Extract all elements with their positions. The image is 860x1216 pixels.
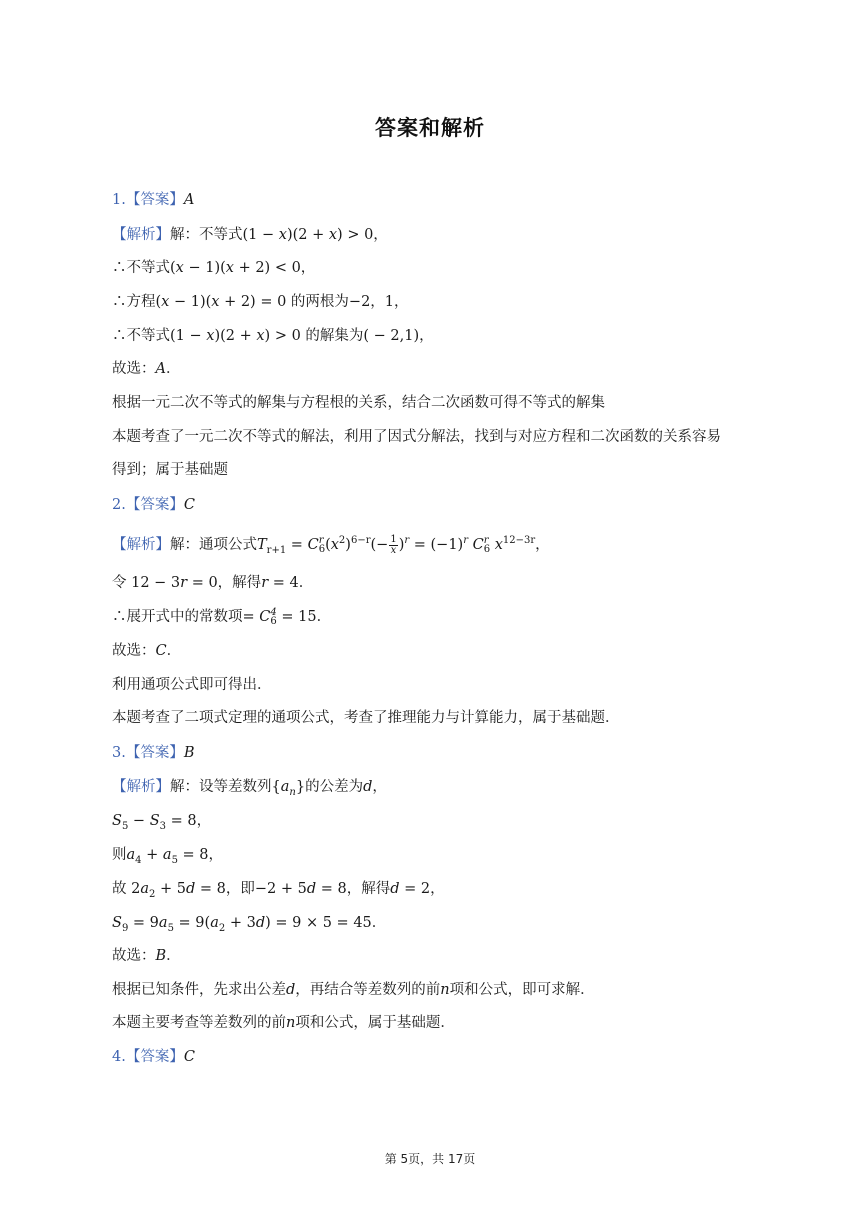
q3-line-3: 故 $2a_2 + 5d = 8$，即−2 + 5d = 8，解得d = 2，	[112, 881, 445, 900]
q4-answer-line	[112, 1047, 762, 1069]
q1-answer-tag: 【答案】	[125, 192, 184, 208]
q1-line-3: ∴不等式(1 − x)(2 + x) > 0 的解集为( − 2,1)，	[112, 328, 434, 344]
q3-line-5: 故选：B．	[112, 948, 181, 964]
q1-answer-line	[112, 190, 762, 212]
q2-line-1: 令 12 − 3r = 0，解得r = 4．	[112, 575, 314, 591]
q2-analysis-tag: 【解析】	[112, 537, 170, 553]
q4-number: 4.	[112, 1049, 126, 1065]
q2-answer: C	[183, 497, 195, 513]
q2-answer-tag: 【答案】	[125, 497, 184, 513]
q2-analysis-line	[112, 532, 762, 562]
q1-analysis-tag: 【解析】	[112, 227, 170, 243]
q3-line-4: $S_9 = 9a_5 = 9(a_2 + 3d) = 9 \times 5 = 45$．	[112, 915, 387, 934]
q1-line-2: ∴方程(x − 1)(x + 2) = 0 的两根为−2，1，	[112, 294, 409, 310]
q3-line-2: 则$a_4 + a_5 = 8$，	[112, 847, 224, 866]
q2-line-2: ∴展开式中的常数项= C 4 6 = 15．	[112, 607, 332, 627]
q2-line-0: 解：通项公式$T_{r+1} = C$ r 6 $(x^2)^{6-r}(-$ $\frac{1}{x}$ )$^r = (-1)^r$ C r 6 $x^{12-3r}$，	[170, 533, 550, 556]
q4-answer-tag: 【答案】	[125, 1049, 184, 1065]
q2-line-5: 本题考查了二项式定理的通项公式，考查了推理能力与计算能力，属于基础题．	[112, 710, 620, 726]
q1-line-5: 根据一元二次不等式的解集与方程根的关系，结合二次函数可得不等式的解集	[112, 395, 605, 411]
q3-line-7: 本题主要考查等差数列的前n项和公式，属于基础题．	[112, 1015, 455, 1031]
q1-analysis-line	[112, 225, 762, 247]
q1-line-0: 解：不等式(1 − x)(2 + x) > 0，	[170, 227, 388, 243]
q3-answer: B	[183, 745, 195, 761]
q3-line-6: 根据已知条件，先求出公差d，再结合等差数列的前n项和公式，即可求解．	[112, 982, 595, 998]
page-title: 答案和解析	[375, 116, 485, 140]
q2-number: 2.	[112, 497, 126, 513]
q2-line-3: 故选：C．	[112, 643, 182, 659]
q3-line-0: 解：设等差数列$\{a_n\}$的公差为d，	[170, 779, 387, 798]
q1-answer: A	[183, 192, 195, 208]
q1-number: 1.	[112, 192, 126, 208]
q1-line-4: 故选：A．	[112, 361, 181, 377]
q3-analysis-line	[112, 777, 762, 799]
q1-line-7: 得到；属于基础题	[112, 462, 228, 478]
q4-answer: C	[183, 1049, 195, 1065]
q3-analysis-tag: 【解析】	[112, 779, 170, 795]
q2-line-4: 利用通项公式即可得出．	[112, 677, 272, 693]
q3-line-1: $S_5 - S_3 = 8$，	[112, 813, 212, 832]
page-footer: 第 5页，共 17页	[384, 1152, 476, 1166]
q1-line-6: 本题考查了一元二次不等式的解法，利用了因式分解法，找到与对应方程和二次函数的关系容易	[112, 429, 721, 445]
q3-answer-line	[112, 743, 762, 765]
q3-number: 3.	[112, 745, 126, 761]
q2-answer-line	[112, 495, 762, 517]
q1-line-1: ∴不等式(x − 1)(x + 2) < 0，	[112, 260, 316, 276]
q3-answer-tag: 【答案】	[125, 745, 184, 761]
